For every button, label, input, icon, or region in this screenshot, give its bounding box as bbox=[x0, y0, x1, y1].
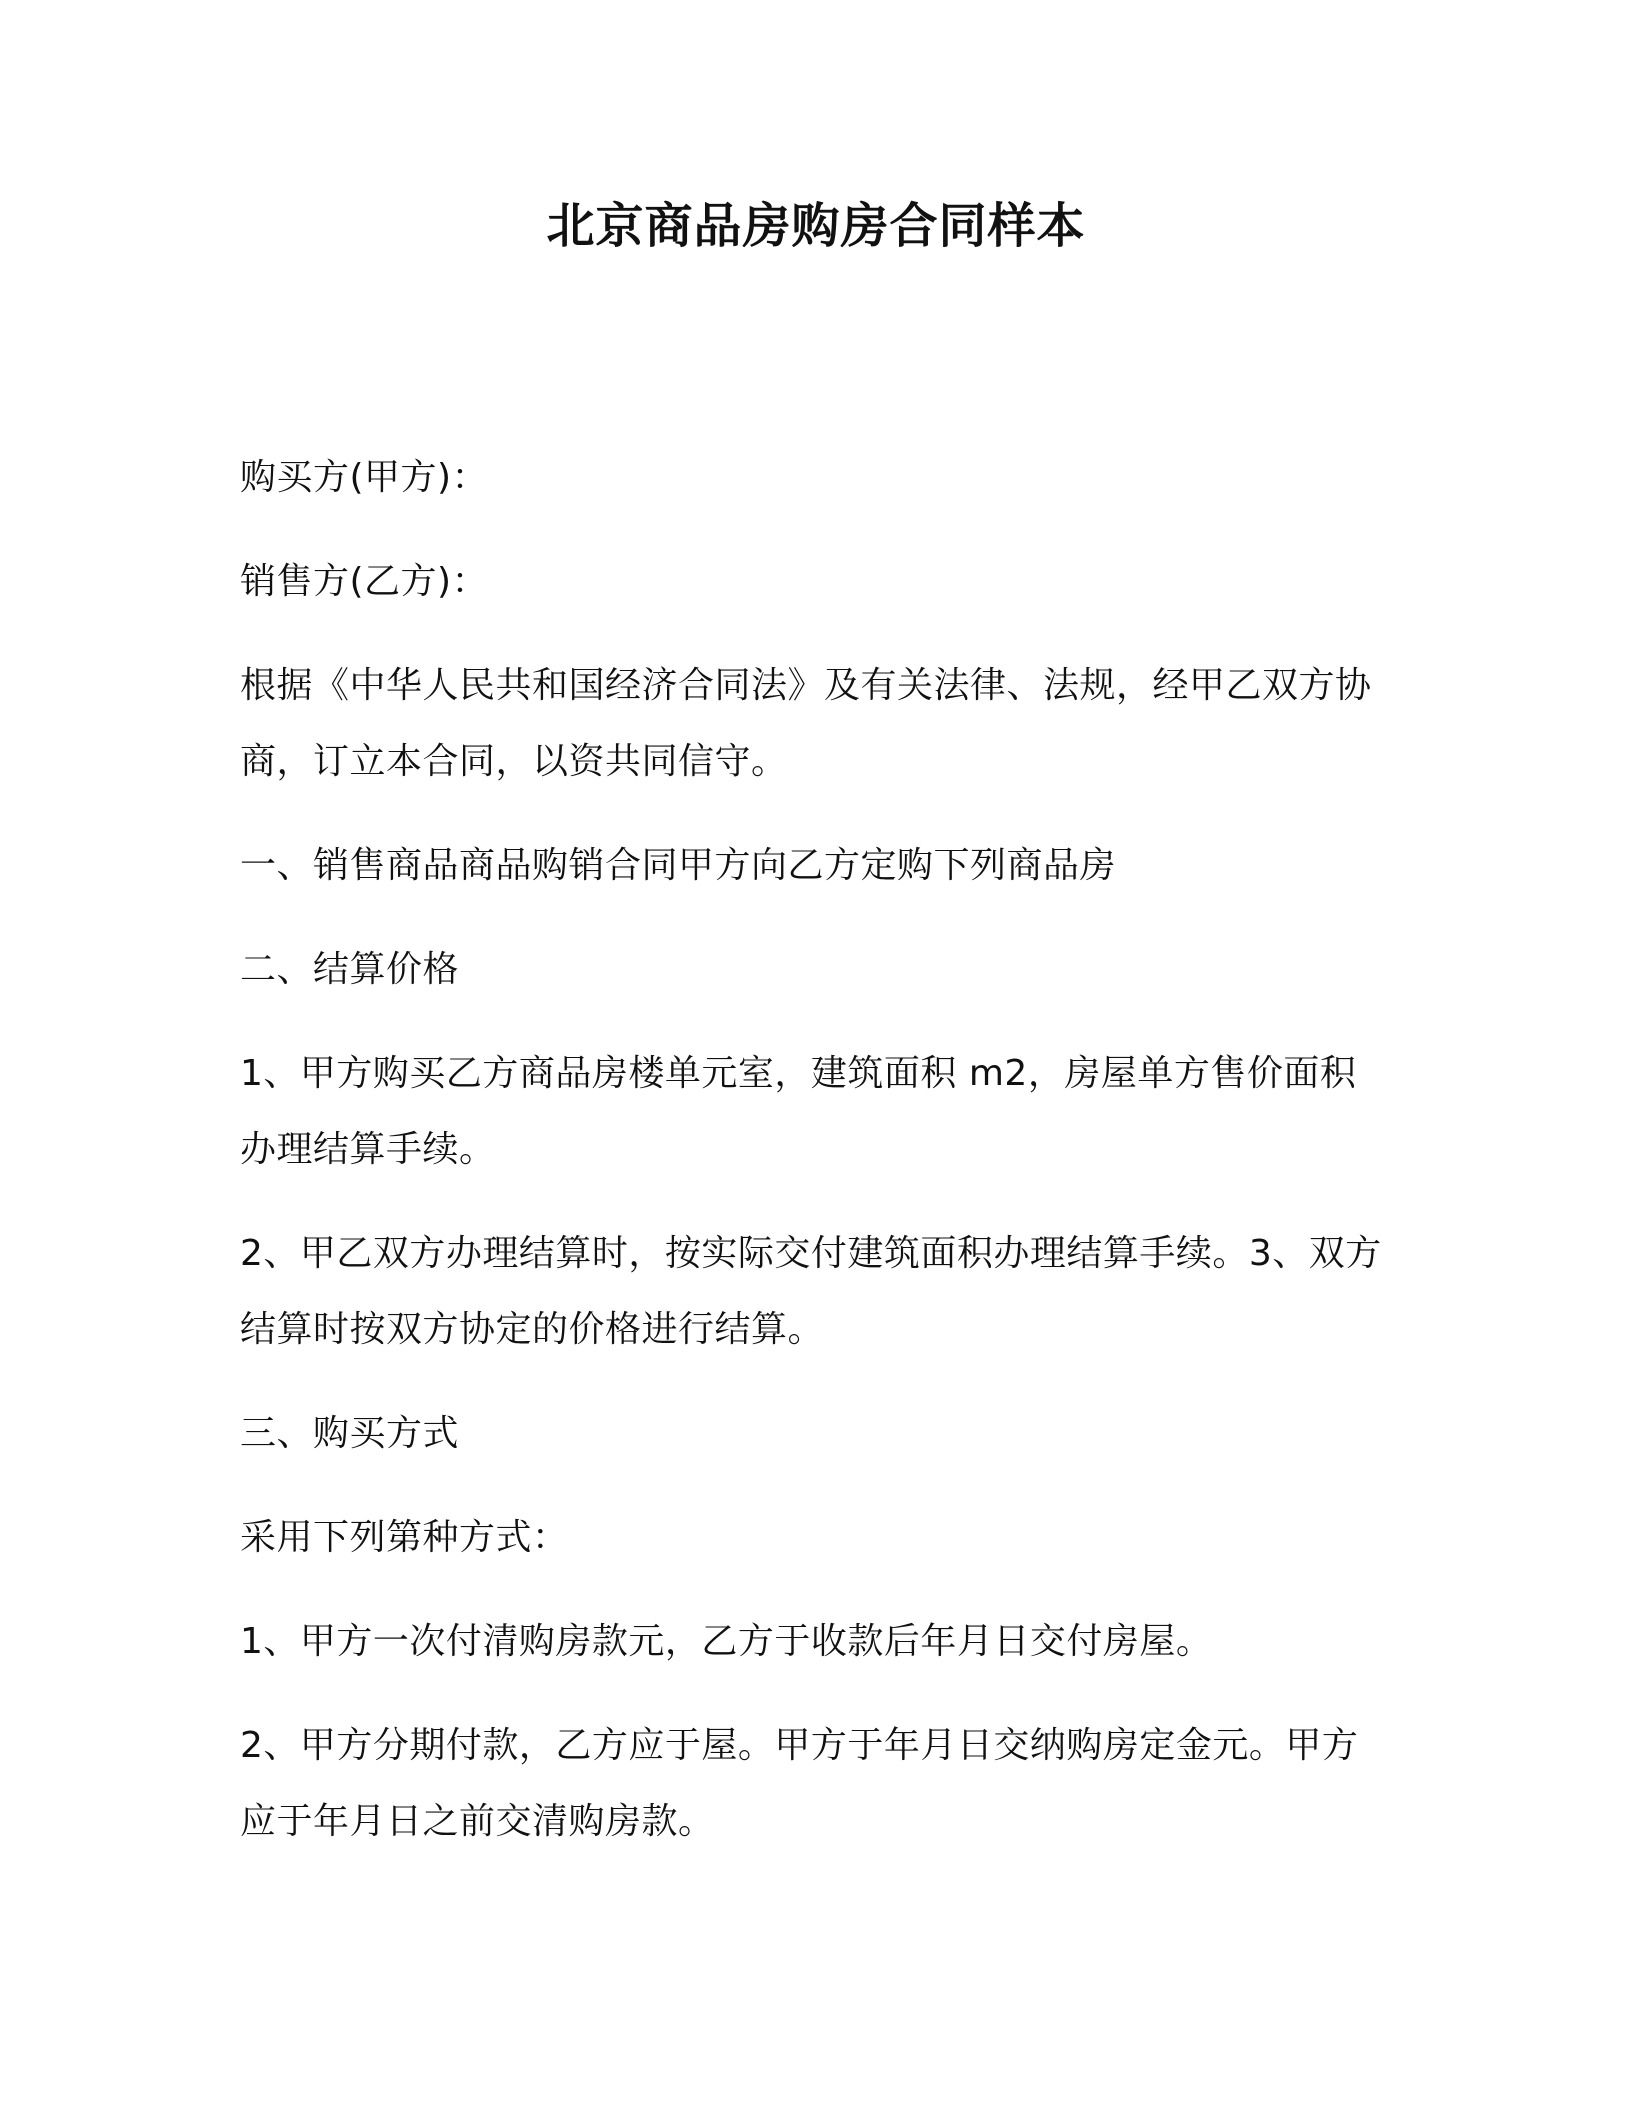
section-3-option-2: 2、甲方分期付款，乙方应于屋。甲方于年月日交纳购房定金元。甲方应于年月日之前交清购房款。 bbox=[240, 1725, 1359, 1842]
document-title: 北京商品房购房合同样本 bbox=[546, 198, 1086, 254]
section-3-option-1: 1、甲方一次付清购房款元，乙方于收款后年月日交付房屋。 bbox=[240, 1621, 1213, 1662]
section-2-clause-1: 1、甲方购买乙方商品房楼单元室，建筑面积 m2，房屋单方售价面积办理结算手续。 bbox=[240, 1053, 1357, 1170]
seller-party-line: 销售方(乙方)： bbox=[240, 561, 489, 602]
document-body bbox=[240, 440, 1385, 1888]
section-3-heading: 三、购买方式 bbox=[240, 1413, 460, 1454]
preamble-paragraph: 根据《中华人民共和国经济合同法》及有关法律、法规，经甲乙双方协商，订立本合同，以资共同信守。 bbox=[240, 665, 1372, 782]
buyer-party-line: 购买方(甲方)： bbox=[240, 457, 489, 498]
section-1-heading: 一、销售商品商品购销合同甲方向乙方定购下列商品房 bbox=[240, 845, 1117, 886]
section-2-heading: 二、结算价格 bbox=[240, 949, 460, 990]
section-3-intro: 采用下列第种方式： bbox=[240, 1517, 569, 1558]
section-2-clause-2: 2、甲乙双方办理结算时，按实际交付建筑面积办理结算手续。3、双方结算时按双方协定的价格进行结算。 bbox=[240, 1233, 1382, 1350]
